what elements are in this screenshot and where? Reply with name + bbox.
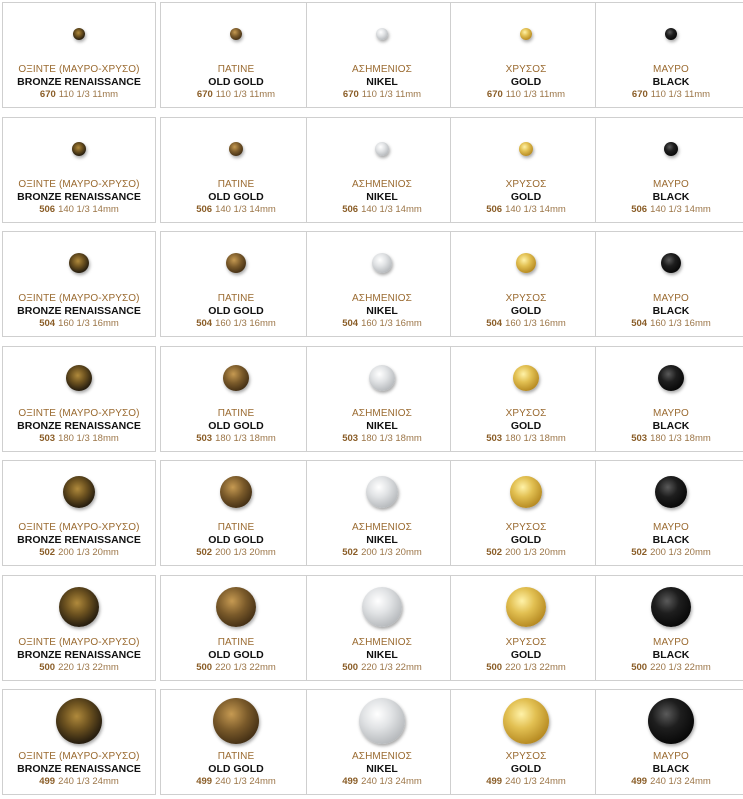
product-code: 503 (342, 432, 359, 444)
greek-finish-name: ΜΑΥΡΟ (653, 292, 689, 304)
product-tile (595, 2, 743, 108)
tile-caption (161, 408, 311, 446)
greek-finish-name: ΟΞΙΝΤΕ (ΜΑΥΡΟ-ΧΡΥΣΟ) (18, 636, 140, 648)
english-finish-name: BRONZE RENAISSANCE (17, 76, 141, 88)
tile-caption (307, 64, 457, 102)
product-code: 506 (631, 203, 648, 215)
english-finish-name: GOLD (510, 191, 542, 203)
stud-swatch (213, 698, 259, 744)
product-size: 180 1/3 18mm (650, 432, 711, 444)
english-finish-name: NIKEL (366, 763, 398, 775)
product-size: 200 1/3 20mm (58, 546, 119, 558)
product-size: 240 1/3 24mm (650, 775, 711, 787)
product-spec (596, 318, 743, 331)
stud-swatch (223, 365, 249, 391)
stud-swatch (56, 698, 102, 744)
greek-finish-name: ΧΡΥΣΟΣ (505, 178, 547, 190)
stud-swatch (376, 28, 388, 40)
english-finish-name: BRONZE RENAISSANCE (17, 191, 141, 203)
product-size: 160 1/3 16mm (505, 317, 566, 329)
product-size: 110 1/3 11mm (58, 88, 119, 100)
product-tile (450, 2, 602, 108)
greek-finish-name: ΜΑΥΡΟ (653, 521, 689, 533)
product-tile (595, 117, 743, 223)
product-code: 499 (196, 775, 213, 787)
english-finish-name: OLD GOLD (208, 649, 264, 661)
product-tile (160, 460, 312, 566)
english-finish-name: GOLD (510, 763, 542, 775)
product-tile (2, 2, 156, 108)
english-finish-name: BLACK (652, 191, 690, 203)
english-finish-name: NIKEL (366, 649, 398, 661)
greek-finish-name: ΑΣΗΜΕΝΙΟΣ (352, 178, 412, 190)
english-finish-name: GOLD (510, 534, 542, 546)
tile-caption (3, 64, 155, 102)
tile-caption (451, 179, 601, 217)
product-code: 506 (342, 203, 359, 215)
product-tile (595, 346, 743, 452)
english-finish-name: OLD GOLD (208, 76, 264, 88)
product-code: 500 (39, 661, 56, 673)
product-spec (3, 547, 155, 560)
greek-finish-name: ΟΞΙΝΤΕ (ΜΑΥΡΟ-ΧΡΥΣΟ) (18, 521, 140, 533)
stud-swatch (658, 365, 684, 391)
product-size: 220 1/3 22mm (361, 661, 422, 673)
product-spec (3, 318, 155, 331)
tile-caption (307, 637, 457, 675)
product-tile (595, 689, 743, 795)
english-finish-name: BRONZE RENAISSANCE (17, 305, 141, 317)
product-tile (306, 575, 458, 681)
product-tile (450, 460, 602, 566)
product-spec (3, 776, 155, 789)
product-size: 200 1/3 20mm (650, 546, 711, 558)
product-code: 670 (631, 88, 648, 100)
product-tile (450, 689, 602, 795)
english-finish-name: GOLD (510, 76, 542, 88)
greek-finish-name: ΠΑΤΙΝΕ (217, 292, 255, 304)
tile-caption (3, 179, 155, 217)
product-code: 670 (342, 88, 359, 100)
greek-finish-name: ΜΑΥΡΟ (653, 636, 689, 648)
product-code: 502 (486, 546, 503, 558)
product-tile (306, 2, 458, 108)
greek-finish-name: ΠΑΤΙΝΕ (217, 407, 255, 419)
stud-swatch (516, 253, 536, 273)
product-size: 140 1/3 14mm (58, 203, 119, 215)
product-tile (306, 346, 458, 452)
english-finish-name: NIKEL (366, 305, 398, 317)
product-spec (596, 662, 743, 675)
greek-finish-name: ΑΣΗΜΕΝΙΟΣ (352, 63, 412, 75)
product-spec (3, 662, 155, 675)
product-code: 504 (486, 317, 503, 329)
tile-caption (3, 408, 155, 446)
product-code: 504 (196, 317, 213, 329)
product-size: 140 1/3 14mm (650, 203, 711, 215)
product-code: 670 (39, 88, 56, 100)
greek-finish-name: ΑΣΗΜΕΝΙΟΣ (352, 407, 412, 419)
product-spec (307, 776, 457, 789)
product-tile (2, 575, 156, 681)
product-code: 506 (196, 203, 213, 215)
stud-swatch (655, 476, 687, 508)
greek-finish-name: ΜΑΥΡΟ (653, 750, 689, 762)
stud-swatch (366, 476, 398, 508)
product-code: 500 (196, 661, 213, 673)
product-code: 500 (486, 661, 503, 673)
stud-swatch (519, 142, 533, 156)
stud-swatch (503, 698, 549, 744)
english-finish-name: BLACK (652, 305, 690, 317)
product-spec (161, 662, 311, 675)
product-size: 140 1/3 14mm (505, 203, 566, 215)
product-code: 506 (39, 203, 56, 215)
tile-caption (451, 751, 601, 789)
product-size: 180 1/3 18mm (58, 432, 119, 444)
product-size: 110 1/3 11mm (505, 88, 566, 100)
greek-finish-name: ΠΑΤΙΝΕ (217, 63, 255, 75)
product-tile (595, 575, 743, 681)
tile-caption (161, 637, 311, 675)
tile-caption (3, 293, 155, 331)
stud-swatch (520, 28, 532, 40)
product-tile (450, 346, 602, 452)
product-code: 504 (342, 317, 359, 329)
product-size: 180 1/3 18mm (505, 432, 566, 444)
tile-caption (307, 522, 457, 560)
product-code: 670 (196, 88, 213, 100)
product-size: 160 1/3 16mm (650, 317, 711, 329)
product-code: 502 (342, 546, 359, 558)
english-finish-name: OLD GOLD (208, 763, 264, 775)
product-size: 240 1/3 24mm (505, 775, 566, 787)
english-finish-name: GOLD (510, 305, 542, 317)
product-size: 110 1/3 11mm (361, 88, 422, 100)
product-spec (596, 776, 743, 789)
tile-caption (3, 522, 155, 560)
greek-finish-name: ΑΣΗΜΕΝΙΟΣ (352, 636, 412, 648)
product-tile (2, 689, 156, 795)
stud-swatch (66, 365, 92, 391)
product-tile (160, 231, 312, 337)
product-size: 200 1/3 20mm (505, 546, 566, 558)
stud-swatch (359, 698, 405, 744)
product-code: 504 (631, 317, 648, 329)
product-spec (451, 662, 601, 675)
greek-finish-name: ΠΑΤΙΝΕ (217, 636, 255, 648)
stud-swatch (665, 28, 677, 40)
stud-swatch (73, 28, 85, 40)
product-spec (451, 433, 601, 446)
english-finish-name: NIKEL (366, 76, 398, 88)
tile-caption (307, 751, 457, 789)
tile-caption (161, 179, 311, 217)
english-finish-name: OLD GOLD (208, 305, 264, 317)
product-spec (161, 776, 311, 789)
product-tile (2, 231, 156, 337)
product-code: 506 (486, 203, 503, 215)
stud-swatch (661, 253, 681, 273)
greek-finish-name: ΧΡΥΣΟΣ (505, 407, 547, 419)
product-spec (451, 204, 601, 217)
product-spec (161, 547, 311, 560)
english-finish-name: OLD GOLD (208, 420, 264, 432)
stud-swatch (506, 587, 546, 627)
product-size: 200 1/3 20mm (215, 546, 276, 558)
product-code: 499 (39, 775, 56, 787)
greek-finish-name: ΟΞΙΝΤΕ (ΜΑΥΡΟ-ΧΡΥΣΟ) (18, 63, 140, 75)
product-code: 502 (631, 546, 648, 558)
product-tile (306, 460, 458, 566)
product-spec (451, 547, 601, 560)
greek-finish-name: ΑΣΗΜΕΝΙΟΣ (352, 750, 412, 762)
product-size: 110 1/3 11mm (650, 88, 711, 100)
tile-caption (307, 293, 457, 331)
stud-swatch (220, 476, 252, 508)
product-tile (595, 231, 743, 337)
product-size: 110 1/3 11mm (215, 88, 276, 100)
product-spec (596, 433, 743, 446)
stud-swatch (59, 587, 99, 627)
stud-swatch (664, 142, 678, 156)
tile-caption (596, 522, 743, 560)
product-size: 240 1/3 24mm (58, 775, 119, 787)
product-spec (307, 662, 457, 675)
product-tile (2, 117, 156, 223)
english-finish-name: GOLD (510, 649, 542, 661)
greek-finish-name: ΧΡΥΣΟΣ (505, 750, 547, 762)
product-spec (161, 204, 311, 217)
tile-caption (596, 408, 743, 446)
product-spec (596, 547, 743, 560)
product-code: 500 (342, 661, 359, 673)
greek-finish-name: ΠΑΤΙΝΕ (217, 521, 255, 533)
english-finish-name: BLACK (652, 649, 690, 661)
tile-caption (307, 408, 457, 446)
tile-caption (596, 64, 743, 102)
product-tile (160, 117, 312, 223)
stud-swatch (372, 253, 392, 273)
greek-finish-name: ΟΞΙΝΤΕ (ΜΑΥΡΟ-ΧΡΥΣΟ) (18, 750, 140, 762)
stud-swatch (648, 698, 694, 744)
tile-caption (451, 637, 601, 675)
product-size: 180 1/3 18mm (361, 432, 422, 444)
product-size: 200 1/3 20mm (361, 546, 422, 558)
stud-swatch (513, 365, 539, 391)
product-tile (306, 231, 458, 337)
stud-swatch (510, 476, 542, 508)
english-finish-name: BLACK (652, 763, 690, 775)
tile-caption (596, 751, 743, 789)
product-size: 220 1/3 22mm (58, 661, 119, 673)
product-spec (451, 89, 601, 102)
product-size: 160 1/3 16mm (361, 317, 422, 329)
greek-finish-name: ΧΡΥΣΟΣ (505, 63, 547, 75)
product-spec (307, 433, 457, 446)
product-tile (2, 346, 156, 452)
stud-swatch (72, 142, 86, 156)
product-size: 220 1/3 22mm (650, 661, 711, 673)
product-spec (596, 204, 743, 217)
greek-finish-name: ΜΑΥΡΟ (653, 407, 689, 419)
product-size: 160 1/3 16mm (58, 317, 119, 329)
tile-caption (3, 751, 155, 789)
tile-caption (3, 637, 155, 675)
product-spec (451, 318, 601, 331)
english-finish-name: GOLD (510, 420, 542, 432)
product-code: 500 (631, 661, 648, 673)
stud-swatch (651, 587, 691, 627)
product-spec (3, 204, 155, 217)
english-finish-name: BRONZE RENAISSANCE (17, 763, 141, 775)
greek-finish-name: ΧΡΥΣΟΣ (505, 521, 547, 533)
greek-finish-name: ΑΣΗΜΕΝΙΟΣ (352, 521, 412, 533)
english-finish-name: BRONZE RENAISSANCE (17, 420, 141, 432)
product-spec (3, 433, 155, 446)
product-tile (160, 2, 312, 108)
greek-finish-name: ΠΑΤΙΝΕ (217, 750, 255, 762)
greek-finish-name: ΟΞΙΝΤΕ (ΜΑΥΡΟ-ΧΡΥΣΟ) (18, 292, 140, 304)
product-code: 503 (39, 432, 56, 444)
product-tile (160, 575, 312, 681)
tile-caption (596, 637, 743, 675)
product-code: 502 (196, 546, 213, 558)
tile-caption (451, 522, 601, 560)
product-code: 502 (39, 546, 56, 558)
tile-caption (161, 522, 311, 560)
product-code: 503 (196, 432, 213, 444)
product-spec (451, 776, 601, 789)
tile-caption (307, 179, 457, 217)
stud-swatch (63, 476, 95, 508)
product-size: 140 1/3 14mm (361, 203, 422, 215)
english-finish-name: OLD GOLD (208, 534, 264, 546)
product-tile (2, 460, 156, 566)
english-finish-name: BRONZE RENAISSANCE (17, 534, 141, 546)
product-tile (160, 689, 312, 795)
english-finish-name: BLACK (652, 76, 690, 88)
english-finish-name: NIKEL (366, 420, 398, 432)
product-spec (596, 89, 743, 102)
english-finish-name: OLD GOLD (208, 191, 264, 203)
greek-finish-name: ΑΣΗΜΕΝΙΟΣ (352, 292, 412, 304)
product-tile (595, 460, 743, 566)
stud-swatch (375, 142, 389, 156)
product-size: 220 1/3 22mm (215, 661, 276, 673)
greek-finish-name: ΜΑΥΡΟ (653, 63, 689, 75)
english-finish-name: BLACK (652, 420, 690, 432)
product-tile (450, 117, 602, 223)
stud-swatch (229, 142, 243, 156)
tile-caption (451, 64, 601, 102)
greek-finish-name: ΟΞΙΝΤΕ (ΜΑΥΡΟ-ΧΡΥΣΟ) (18, 178, 140, 190)
english-finish-name: NIKEL (366, 534, 398, 546)
product-code: 670 (486, 88, 503, 100)
english-finish-name: BLACK (652, 534, 690, 546)
tile-caption (161, 293, 311, 331)
product-spec (307, 547, 457, 560)
product-size: 220 1/3 22mm (505, 661, 566, 673)
tile-caption (596, 293, 743, 331)
product-code: 503 (631, 432, 648, 444)
product-tile (160, 346, 312, 452)
greek-finish-name: ΠΑΤΙΝΕ (217, 178, 255, 190)
product-tile (450, 575, 602, 681)
stud-swatch (230, 28, 242, 40)
stud-swatch (69, 253, 89, 273)
product-size: 180 1/3 18mm (215, 432, 276, 444)
tile-caption (161, 64, 311, 102)
product-code: 503 (486, 432, 503, 444)
product-size: 240 1/3 24mm (361, 775, 422, 787)
tile-caption (596, 179, 743, 217)
product-code: 499 (342, 775, 359, 787)
product-spec (161, 318, 311, 331)
product-tile (450, 231, 602, 337)
stud-swatch (369, 365, 395, 391)
product-size: 240 1/3 24mm (215, 775, 276, 787)
product-size: 140 1/3 14mm (215, 203, 276, 215)
english-finish-name: BRONZE RENAISSANCE (17, 649, 141, 661)
product-code: 499 (486, 775, 503, 787)
product-spec (161, 89, 311, 102)
english-finish-name: NIKEL (366, 191, 398, 203)
product-tile (306, 117, 458, 223)
product-size: 160 1/3 16mm (215, 317, 276, 329)
greek-finish-name: ΧΡΥΣΟΣ (505, 636, 547, 648)
greek-finish-name: ΟΞΙΝΤΕ (ΜΑΥΡΟ-ΧΡΥΣΟ) (18, 407, 140, 419)
product-spec (161, 433, 311, 446)
product-code: 504 (39, 317, 56, 329)
product-tile (306, 689, 458, 795)
product-spec (3, 89, 155, 102)
product-code: 499 (631, 775, 648, 787)
stud-swatch (362, 587, 402, 627)
tile-caption (451, 293, 601, 331)
greek-finish-name: ΧΡΥΣΟΣ (505, 292, 547, 304)
greek-finish-name: ΜΑΥΡΟ (653, 178, 689, 190)
product-spec (307, 204, 457, 217)
product-spec (307, 89, 457, 102)
tile-caption (161, 751, 311, 789)
stud-swatch (226, 253, 246, 273)
product-spec (307, 318, 457, 331)
stud-swatch (216, 587, 256, 627)
tile-caption (451, 408, 601, 446)
